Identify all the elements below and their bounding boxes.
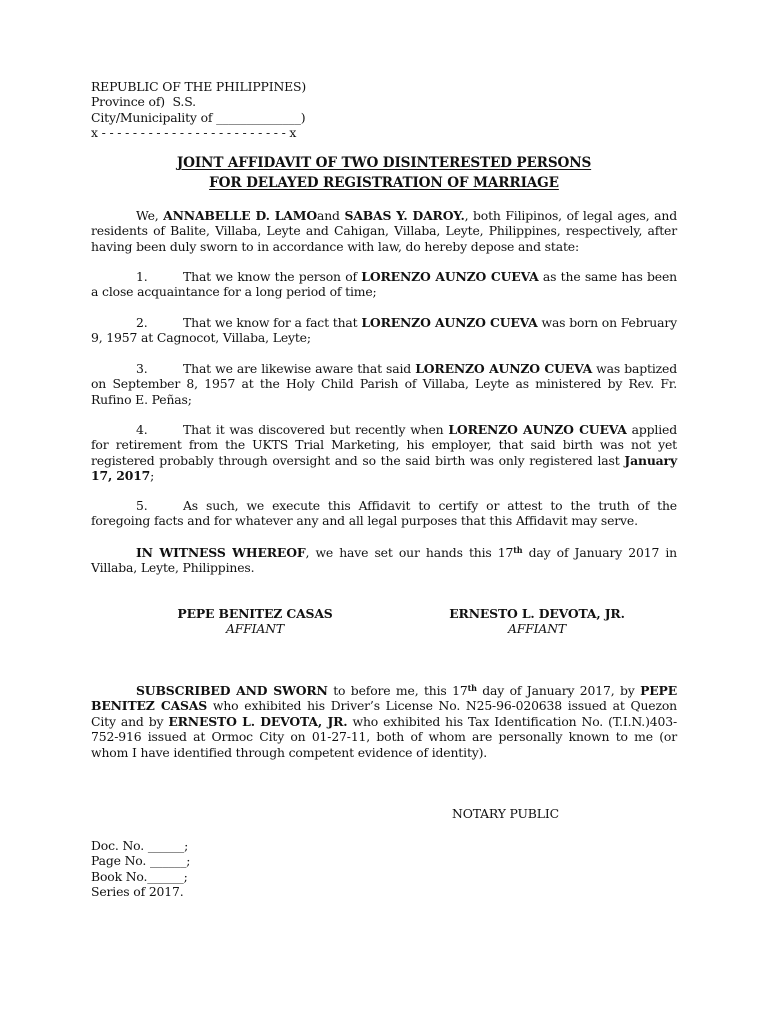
jurat-paragraph <box>91 683 677 760</box>
signature-block-1 <box>170 606 340 637</box>
jurat-text: who exhibited his Tax Identification No. (T.I.N.)403-752-916 issued at Ormoc City on 01-27-11, both of whom are personally known to me (or whom I have identified through competent evidence of identity). <box>91 713 678 760</box>
jurat-affiant-name-1: PEPE BENITEZ CASAS <box>91 683 678 714</box>
witness-text: , we have set our hands this 17 <box>305 545 514 560</box>
venue-line-province: Province of) S.S. <box>91 94 196 110</box>
signatory-role: AFFIANT <box>507 621 567 637</box>
jurat-text: day of January 2017, by <box>476 683 641 698</box>
doc-number-line: Doc. No. ______; <box>91 838 189 853</box>
notarial-register-block <box>91 838 190 900</box>
document-title-line1: JOINT AFFIDAVIT OF TWO DISINTERESTED PERSONS <box>176 155 592 171</box>
item-number: 5. <box>136 498 148 513</box>
page-number-line: Page No. ______; <box>91 853 191 869</box>
notary-public-label: NOTARY PUBLIC <box>452 806 559 821</box>
item-number: 3. <box>136 361 148 376</box>
jurat-ordinal: th <box>467 683 477 693</box>
jurat-heading: SUBSCRIBED AND SWORN <box>136 683 328 698</box>
item-number: 4. <box>136 422 148 437</box>
jurat-text: who exhibited his Driver’s License No. N25-96-020638 issued at Quezon City and by <box>91 698 677 729</box>
affiant-name-2: SABAS Y. DAROY. <box>344 208 465 223</box>
item-text: As such, we execute this Affidavit to certify or attest to the truth of the foregoing facts and for whatever any and all legal purposes that this Affidavit may serve. <box>91 498 677 529</box>
statement-item-5 <box>91 498 677 529</box>
item-bold-name: LORENZO AUNZO CUEVA <box>448 422 627 437</box>
item-text: That we know for a fact that <box>183 315 362 330</box>
jurat-affiant-name-2: ERNESTO L. DEVOTA, JR. <box>168 713 348 729</box>
signatory-role: AFFIANT <box>225 621 285 637</box>
venue-line-republic: REPUBLIC OF THE PHILIPPINES) <box>91 79 307 94</box>
item-bold-name: LORENZO AUNZO CUEVA <box>361 315 538 330</box>
item-text: applied for retirement from the UKTS Trial Marketing, his employer, that said birth was not yet registered probably through oversight and so the said birth was only registered last <box>91 422 677 468</box>
witness-paragraph <box>91 545 677 576</box>
intro-and: and <box>316 208 345 223</box>
series-line: Series of 2017. <box>91 884 184 900</box>
document-title-line2: FOR DELAYED REGISTRATION OF MARRIAGE <box>209 175 559 191</box>
jurat-text: to before me, this 17 <box>327 683 468 698</box>
signatory-name: ERNESTO L. DEVOTA, JR. <box>449 606 625 621</box>
item-bold-name: LORENZO AUNZO CUEVA <box>361 269 539 284</box>
intro-paragraph <box>91 208 677 254</box>
item-text: was born on February 9, 1957 at Cagnocot, Villaba, Leyte; <box>91 315 677 346</box>
statement-item-2 <box>91 315 677 346</box>
venue-line-city: City/Municipality of ______________) <box>91 109 306 125</box>
witness-text: day of January 2017 in Villaba, Leyte, Philippines. <box>91 545 677 576</box>
signature-block-2 <box>444 606 630 637</box>
intro-pre: We, <box>136 208 164 223</box>
item-bold-name: LORENZO AUNZO CUEVA <box>415 361 593 376</box>
witness-ordinal: th <box>513 545 523 555</box>
witness-heading: IN WITNESS WHEREOF <box>136 545 306 560</box>
item-bold-date: January 17, 2017 <box>91 452 677 484</box>
book-number-line: Book No.______; <box>91 868 188 884</box>
statement-item-1 <box>91 269 677 300</box>
item-text: ; <box>150 468 155 484</box>
statement-item-4 <box>91 422 677 484</box>
item-number: 2. <box>136 315 148 330</box>
item-text: as the same has been a close acquaintance for a long period of time; <box>91 269 677 300</box>
item-text: That we know the person of <box>183 269 362 284</box>
item-text: That it was discovered but recently when <box>183 422 449 437</box>
item-text: That we are likewise aware that said <box>183 361 416 376</box>
item-number: 1. <box>136 269 148 284</box>
intro-rest: , both Filipinos, of legal ages, and residents of Balite, Villaba, Leyte and Cahigan, Villaba, Leyte, Philippines, respectively, after having been duly sworn to in accordance with law, do hereby depose and state: <box>91 208 677 254</box>
statement-item-3 <box>91 361 677 407</box>
signatory-name: PEPE BENITEZ CASAS <box>177 606 333 621</box>
item-text: was baptized on September 8, 1957 at the Holy Child Parish of Villaba, Leyte as ministered by Rev. Fr. Rufino E. Peñas; <box>91 361 677 407</box>
venue-line-separator: x - - - - - - - - - - - - - - - - - - - - - - - - x <box>91 125 297 141</box>
affiant-name-1: ANNABELLE D. LAMO <box>163 208 317 223</box>
venue-header <box>91 79 351 141</box>
